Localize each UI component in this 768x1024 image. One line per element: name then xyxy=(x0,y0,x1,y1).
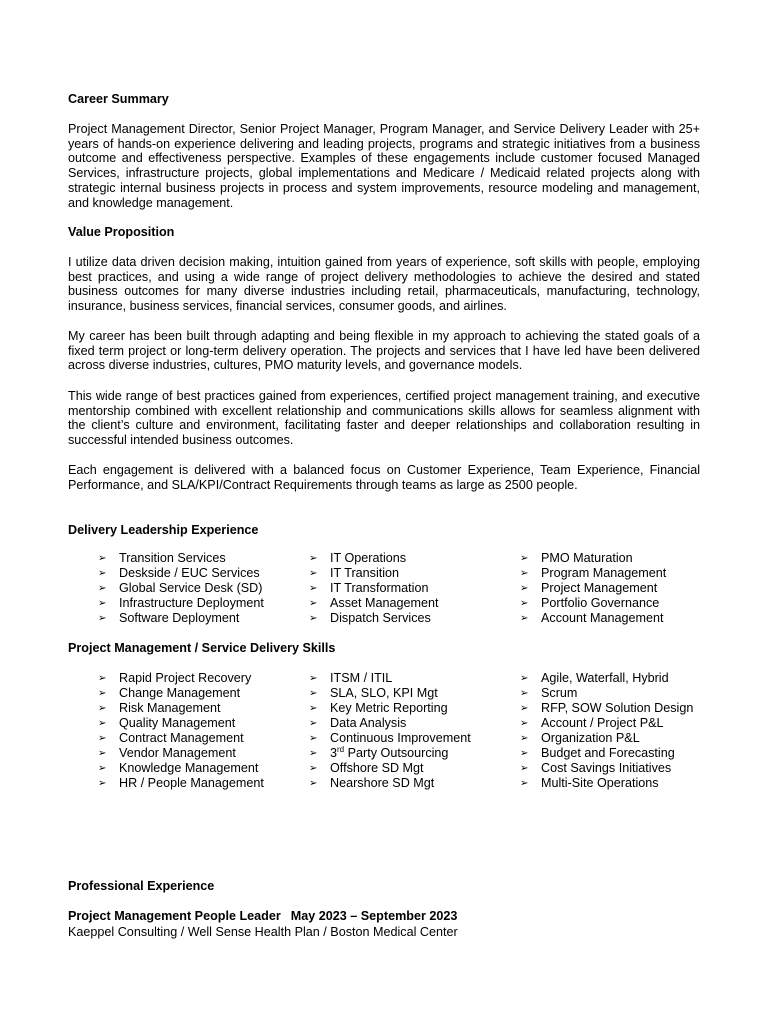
arrow-bullet-icon: ➢ xyxy=(520,598,529,609)
list-item xyxy=(98,581,264,596)
arrow-bullet-icon: ➢ xyxy=(309,733,318,744)
list-item-label: IT Transformation xyxy=(330,581,429,595)
arrow-bullet-icon: ➢ xyxy=(520,778,529,789)
list-item xyxy=(98,551,264,566)
arrow-bullet-icon: ➢ xyxy=(309,673,318,684)
list-item xyxy=(98,761,264,776)
list-item-label: Organization P&L xyxy=(541,731,640,745)
list-item-label: Infrastructure Deployment xyxy=(119,596,264,610)
list-item xyxy=(520,581,666,596)
list-item xyxy=(309,566,439,581)
list-item-label: Account / Project P&L xyxy=(541,716,664,730)
ordinal-suffix: rd xyxy=(337,744,345,754)
list-item-label: Global Service Desk (SD) xyxy=(119,581,263,595)
arrow-bullet-icon: ➢ xyxy=(520,688,529,699)
list-item-label: Multi-Site Operations xyxy=(541,776,659,790)
arrow-bullet-icon: ➢ xyxy=(98,553,107,564)
list-item-label: IT Transition xyxy=(330,566,400,580)
delivery-column-2 xyxy=(309,551,439,626)
list-item xyxy=(98,701,264,716)
job-role: Project Management People Leader xyxy=(68,909,281,923)
value-proposition-paragraph-4: Each engagement is delivered with a balanced focus on Customer Experience, Team Experience, Financial Performance, and SLA/KPI/Contract Requirements through teams as large as 2500 people. xyxy=(68,463,700,492)
list-item-label: Risk Management xyxy=(119,701,221,715)
arrow-bullet-icon: ➢ xyxy=(309,718,318,729)
list-item-label: Key Metric Reporting xyxy=(330,701,448,715)
list-item-label: Scrum xyxy=(541,686,578,700)
list-item xyxy=(98,566,264,581)
list-item-label: Transition Services xyxy=(119,551,226,565)
job-dates: May 2023 – September 2023 xyxy=(290,909,458,923)
career-summary-text: Project Management Director, Senior Project Manager, Program Manager, and Service Delivery Leader with 25+ years of hands-on experience delivering and leading projects, programs and strategic initiatives from a business outcome and effectiveness perspective. Examples of these engagements include customer focused Managed Services, infrastructure projects, global implementations and Medicare / Medicaid related projects along with strategic internal business projects in process and system improvements, resource modeling and management, and knowledge management. xyxy=(68,122,700,210)
arrow-bullet-icon: ➢ xyxy=(520,583,529,594)
value-proposition-heading: Value Proposition xyxy=(68,225,175,239)
skills-column-1 xyxy=(98,671,264,791)
list-item xyxy=(520,746,693,761)
list-item xyxy=(520,761,693,776)
list-item-label: Knowledge Management xyxy=(119,761,259,775)
arrow-bullet-icon: ➢ xyxy=(98,733,107,744)
arrow-bullet-icon: ➢ xyxy=(309,778,318,789)
list-item xyxy=(98,671,264,686)
list-item-label: Contract Management xyxy=(119,731,244,745)
arrow-bullet-icon: ➢ xyxy=(98,583,107,594)
ordinal-rest: Party Outsourcing xyxy=(344,746,449,760)
list-item-label: PMO Maturation xyxy=(541,551,633,565)
list-item xyxy=(520,566,666,581)
list-item xyxy=(309,596,439,611)
job-heading xyxy=(68,909,457,924)
list-item xyxy=(98,731,264,746)
ordinal-number: 3 xyxy=(330,746,338,760)
arrow-bullet-icon: ➢ xyxy=(98,598,107,609)
list-item-label: Account Management xyxy=(541,611,664,625)
list-item xyxy=(309,731,471,746)
list-item-label: RFP, SOW Solution Design xyxy=(541,701,694,715)
list-item xyxy=(98,746,264,761)
arrow-bullet-icon: ➢ xyxy=(520,613,529,624)
delivery-leadership-list xyxy=(68,551,708,681)
list-item xyxy=(520,716,693,731)
arrow-bullet-icon: ➢ xyxy=(98,613,107,624)
list-item-label: SLA, SLO, KPI Mgt xyxy=(330,686,438,700)
list-item-label: Continuous Improvement xyxy=(330,731,471,745)
arrow-bullet-icon: ➢ xyxy=(309,763,318,774)
arrow-bullet-icon: ➢ xyxy=(98,763,107,774)
list-item-label: Software Deployment xyxy=(119,611,240,625)
arrow-bullet-icon: ➢ xyxy=(520,733,529,744)
job-organization: Kaeppel Consulting / Well Sense Health Plan / Boston Medical Center xyxy=(68,925,458,939)
list-item-label xyxy=(330,746,448,760)
arrow-bullet-icon: ➢ xyxy=(520,568,529,579)
arrow-bullet-icon: ➢ xyxy=(309,688,318,699)
skills-list xyxy=(68,671,708,801)
list-item-label: IT Operations xyxy=(330,551,407,565)
list-item xyxy=(520,701,693,716)
arrow-bullet-icon: ➢ xyxy=(98,778,107,789)
list-item-label: Deskside / EUC Services xyxy=(119,566,260,580)
list-item xyxy=(98,686,264,701)
list-item-label: Nearshore SD Mgt xyxy=(330,776,435,790)
professional-experience-heading: Professional Experience xyxy=(68,879,215,893)
value-proposition-paragraph-3: This wide range of best practices gained from experiences, certified project management training, and executive mentorship combined with excellent relationship and communications skills allows for seamless alignment with the client’s culture and environment, facilitating faster and deeper relationships and collaboration resulting in successful intended business outcomes. xyxy=(68,389,700,448)
list-item xyxy=(520,671,693,686)
list-item xyxy=(98,611,264,626)
arrow-bullet-icon: ➢ xyxy=(309,553,318,564)
list-item xyxy=(309,746,471,761)
list-item-label: Rapid Project Recovery xyxy=(119,671,252,685)
list-item-label: ITSM / ITIL xyxy=(330,671,393,685)
list-item xyxy=(309,761,471,776)
list-item xyxy=(520,776,693,791)
list-item xyxy=(98,776,264,791)
list-item-label: Change Management xyxy=(119,686,241,700)
list-item-label: HR / People Management xyxy=(119,776,264,790)
arrow-bullet-icon: ➢ xyxy=(98,673,107,684)
list-item xyxy=(98,596,264,611)
list-item xyxy=(309,716,471,731)
arrow-bullet-icon: ➢ xyxy=(520,718,529,729)
list-item-label: Data Analysis xyxy=(330,716,407,730)
list-item xyxy=(520,596,666,611)
delivery-column-1 xyxy=(98,551,264,626)
arrow-bullet-icon: ➢ xyxy=(309,598,318,609)
arrow-bullet-icon: ➢ xyxy=(98,568,107,579)
value-proposition-paragraph-1: I utilize data driven decision making, intuition gained from years of experience, soft skills with people, employing best practices, and using a wide range of project delivery methodologies to achieve the desired and stated business outcomes for many diverse industries including retail, pharmaceuticals, manufacturing, technology, insurance, business services, financial services, consumer goods, and airlines. xyxy=(68,255,700,314)
career-summary-heading: Career Summary xyxy=(68,92,169,106)
arrow-bullet-icon: ➢ xyxy=(309,583,318,594)
arrow-bullet-icon: ➢ xyxy=(98,718,107,729)
list-item xyxy=(520,731,693,746)
skills-column-3 xyxy=(520,671,693,791)
delivery-leadership-heading: Delivery Leadership Experience xyxy=(68,523,259,537)
list-item-label: Dispatch Services xyxy=(330,611,431,625)
arrow-bullet-icon: ➢ xyxy=(309,613,318,624)
list-item xyxy=(309,671,471,686)
list-item-label: Agile, Waterfall, Hybrid xyxy=(541,671,669,685)
list-item-label: Offshore SD Mgt xyxy=(330,761,424,775)
list-item xyxy=(520,611,666,626)
list-item xyxy=(309,611,439,626)
list-item-label: Program Management xyxy=(541,566,667,580)
arrow-bullet-icon: ➢ xyxy=(520,673,529,684)
arrow-bullet-icon: ➢ xyxy=(520,703,529,714)
list-item xyxy=(309,581,439,596)
list-item-label: Quality Management xyxy=(119,716,236,730)
list-item-label: Budget and Forecasting xyxy=(541,746,675,760)
arrow-bullet-icon: ➢ xyxy=(309,703,318,714)
arrow-bullet-icon: ➢ xyxy=(98,703,107,714)
list-item-label: Project Management xyxy=(541,581,658,595)
delivery-column-3 xyxy=(520,551,666,626)
list-item xyxy=(98,716,264,731)
arrow-bullet-icon: ➢ xyxy=(520,748,529,759)
list-item xyxy=(520,686,693,701)
arrow-bullet-icon: ➢ xyxy=(98,688,107,699)
list-item-label: Cost Savings Initiatives xyxy=(541,761,672,775)
list-item xyxy=(309,551,439,566)
list-item xyxy=(309,776,471,791)
list-item-label: Asset Management xyxy=(330,596,439,610)
list-item xyxy=(309,701,471,716)
arrow-bullet-icon: ➢ xyxy=(520,763,529,774)
arrow-bullet-icon: ➢ xyxy=(98,748,107,759)
list-item-label: Portfolio Governance xyxy=(541,596,660,610)
list-item-label: Vendor Management xyxy=(119,746,236,760)
value-proposition-paragraph-2: My career has been built through adapting and being flexible in my approach to achieving the stated goals of a fixed term project or long-term delivery operation. The projects and services that I have led have been delivered across diverse industries, cultures, PMO maturity levels, and governance models. xyxy=(68,329,700,373)
arrow-bullet-icon: ➢ xyxy=(309,568,318,579)
arrow-bullet-icon: ➢ xyxy=(309,748,318,759)
skills-heading: Project Management / Service Delivery Skills xyxy=(68,641,336,655)
arrow-bullet-icon: ➢ xyxy=(520,553,529,564)
skills-column-2 xyxy=(309,671,471,791)
list-item xyxy=(520,551,666,566)
list-item xyxy=(309,686,471,701)
